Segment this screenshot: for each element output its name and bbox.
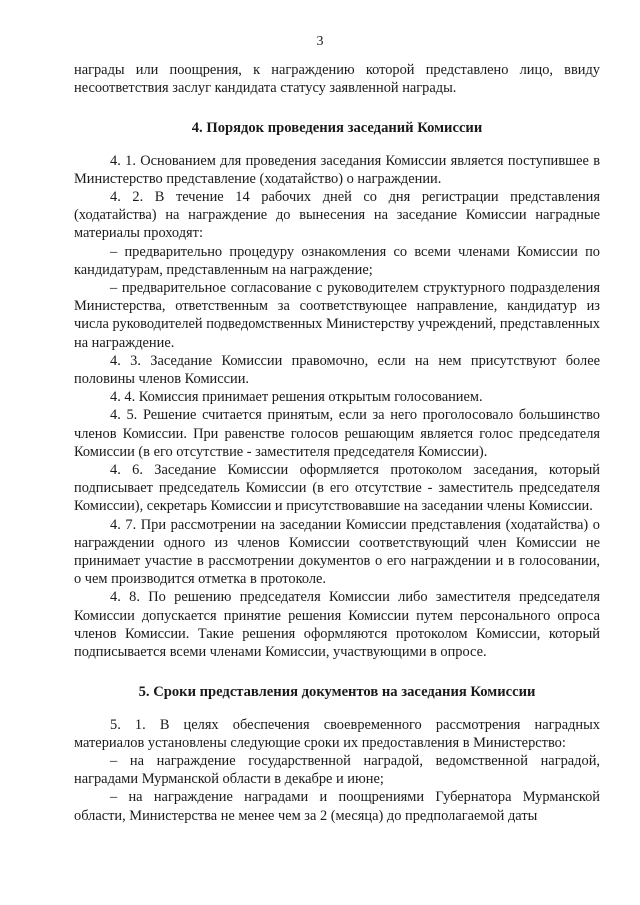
section-5-paragraph-1: 5. 1. В целях обеспечения своевременного рассмотрения наградных материалов установлены следующие сроки их предоставления в Министерство: — [74, 716, 600, 751]
section-4-paragraph-6: 4. 6. Заседание Комиссии оформляется протоколом заседания, который подписывает председатель Комиссии (в его отсутствие - заместитель председателя Комиссии), секретарь Комиссии и присутствовавшие на заседании члены Комиссии. — [74, 462, 600, 515]
section-4-paragraph-2: 4. 2. В течение 14 рабочих дней со дня регистрации представления (ходатайства) на награждение до вынесения на заседание Комиссии наградные материалы проходят: — [74, 189, 600, 242]
section-4-paragraph-1: 4. 1. Основанием для проведения заседания Комиссии является поступившее в Министерство представление (ходатайство) о награждении. — [74, 152, 600, 187]
spacer — [74, 138, 600, 152]
section-4-paragraph-8: 4. 8. По решению председателя Комиссии либо заместителя председателя Комиссии допускается принятие решения Комиссии путем персонального опроса членов Комиссии. Такие решения оформляются протоколом Комиссии, который подписывается всеми членами Комиссии, участвующими в опросе. — [74, 589, 600, 661]
section-5-paragraph-1-item-1: – на награждение государственной наградой, ведомственной наградой, наградами Мурманской области в декабре и июне; — [74, 752, 600, 788]
section-4-paragraph-2-item-2: – предварительное согласование с руководителем структурного подразделения Министерства, ответственным за соответствующее направление, кандидатур из числа руководителей подведомственных Министерству учреждений, представленных на награждение. — [74, 280, 600, 351]
document-body — [74, 61, 600, 825]
spacer — [74, 702, 600, 716]
intro-continuation: награды или поощрения, к награждению которой представлено лицо, ввиду несоответствия заслуг кандидата статусу заявленной награды. — [74, 62, 600, 97]
section-4-paragraph-2-item-1: – предварительно процедуру ознакомления со всеми членами Комиссии по кандидатурам, представленным на награждение; — [74, 243, 600, 278]
spacer — [74, 661, 600, 683]
section-4-paragraph-7: 4. 7. При рассмотрении на заседании Комиссии представления (ходатайства) о награждении одного из членов Комиссии соответствующий член Комиссии не принимает участие в рассмотрении документов о его награждении и в голосовании, о чем производится отметка в протоколе. — [74, 516, 600, 588]
spacer — [74, 97, 600, 119]
section-5-title: 5. Сроки представления документов на заседания Комиссии — [138, 684, 536, 701]
section-4-paragraph-4: 4. 4. Комиссия принимает решения открытым голосованием. — [110, 389, 483, 406]
section-5-paragraph-1-item-2: – на награждение наградами и поощрениями Губернатора Мурманской области, Министерства не менее чем за 2 (месяца) до предполагаемой даты — [74, 789, 600, 824]
page-number: 3 — [316, 34, 324, 49]
section-4-title: 4. Порядок проведения заседаний Комиссии — [191, 120, 483, 137]
section-4-paragraph-3: 4. 3. Заседание Комиссии правомочно, если на нем присутствуют более половины членов Комиссии. — [74, 352, 600, 388]
section-4-paragraph-5: 4. 5. Решение считается принятым, если за него проголосовало большинство членов Комиссии. При равенстве голосов решающим является голос председателя Комиссии (в его отсутствие - заместителя председателя Комиссии). — [74, 407, 600, 460]
